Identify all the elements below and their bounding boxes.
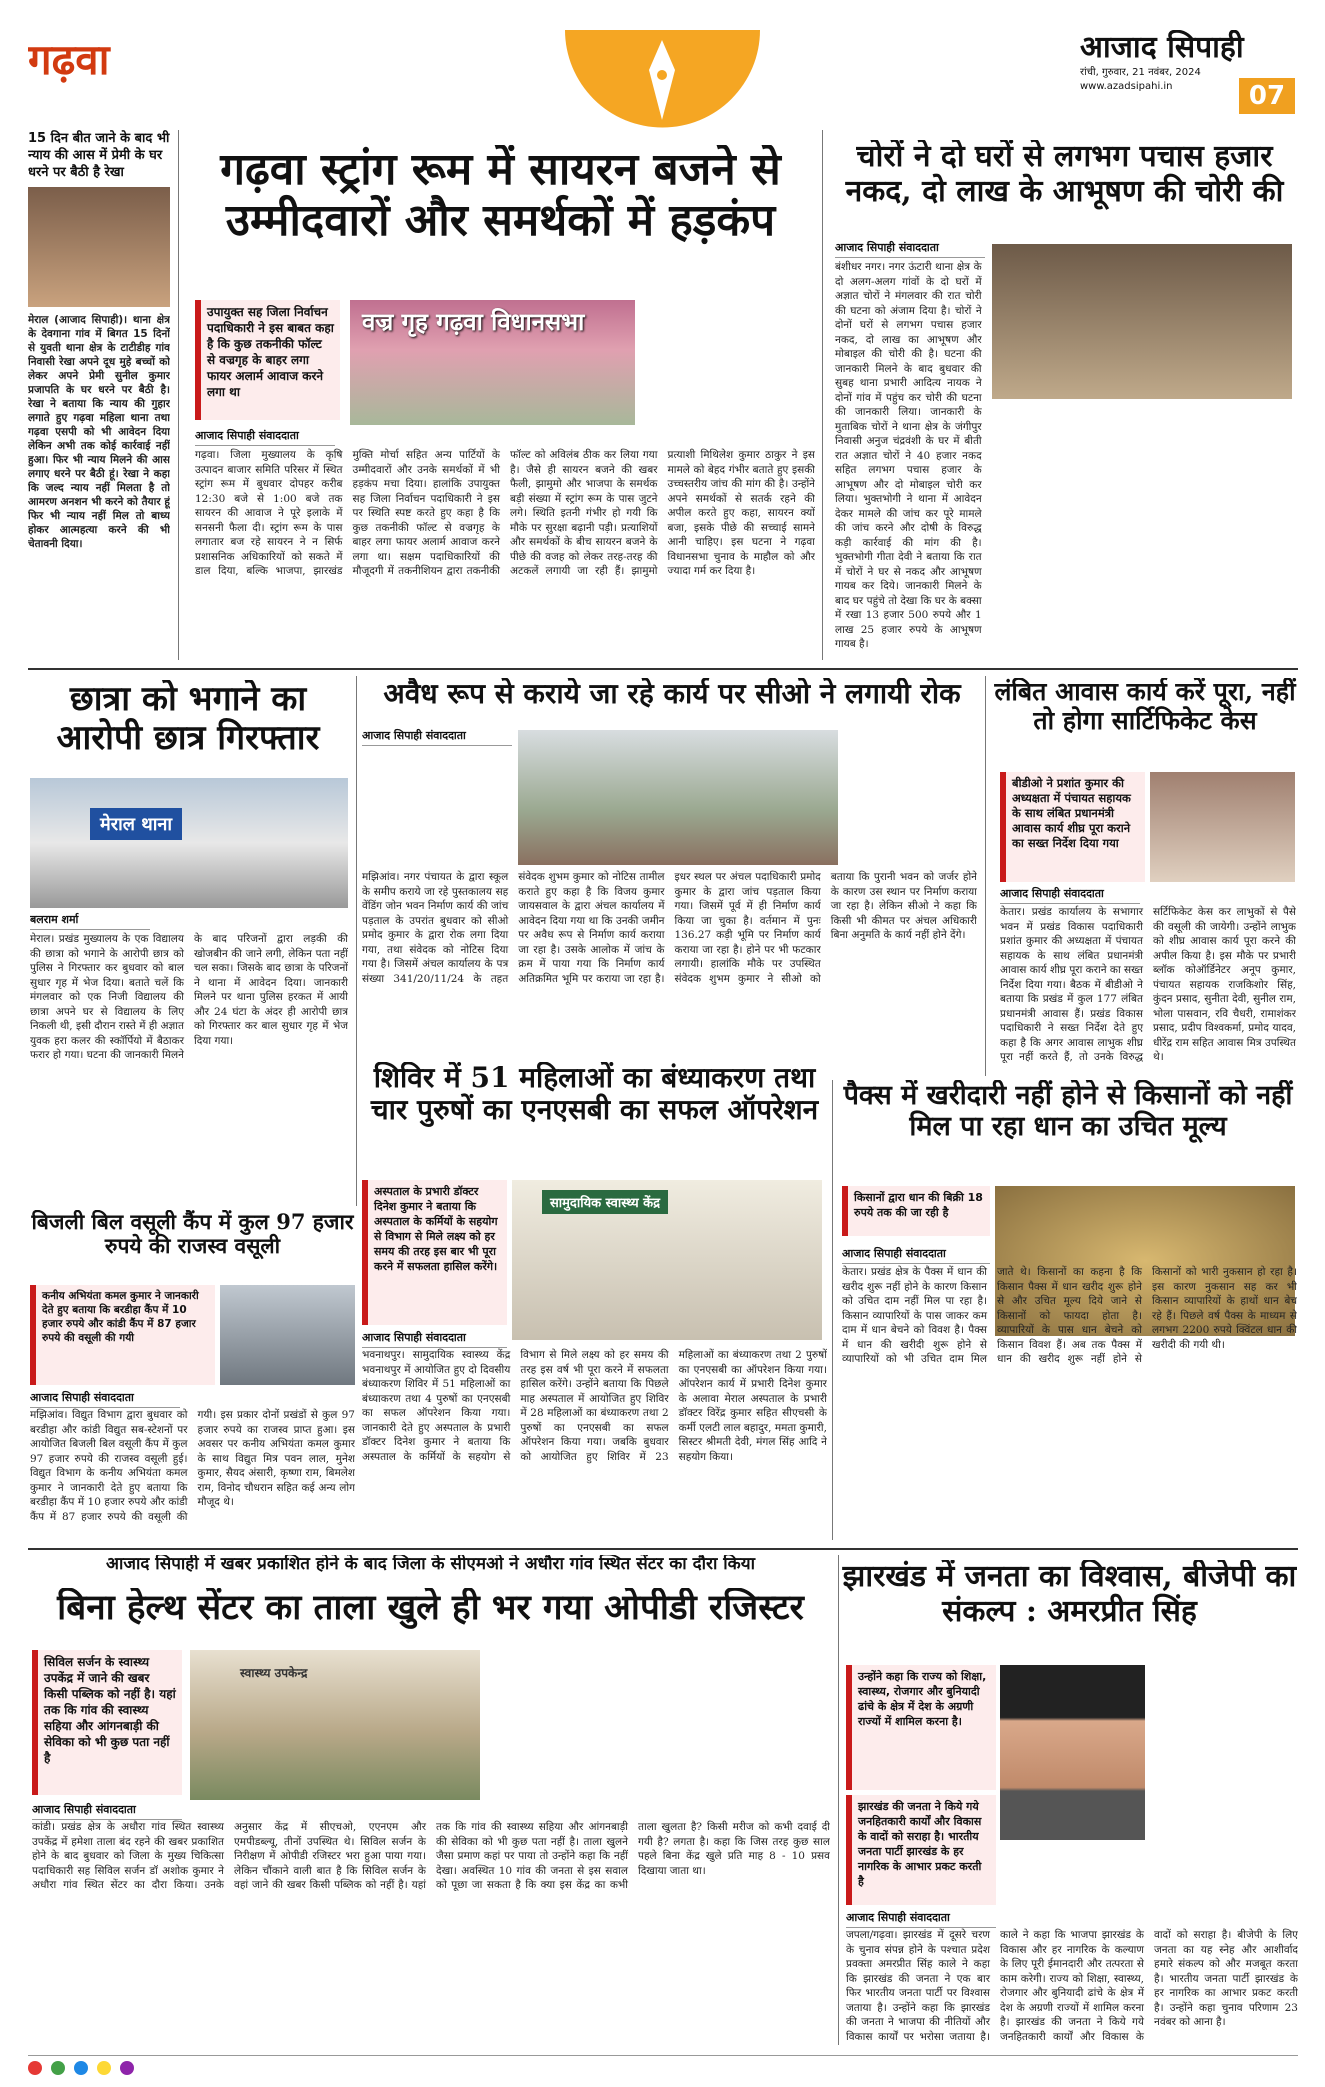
photo-sign-text: मेराल थाना (90, 808, 182, 840)
byline: आजाद सिपाही संवाददाता (362, 1330, 507, 1352)
divider (822, 130, 823, 660)
section-title: गढ़वा (28, 35, 110, 84)
byline: आजाद सिपाही संवाददाता (1000, 886, 1140, 908)
headline: लंबित आवास कार्य करें पूरा, नहीं तो होगा सार्टिफिकेट केस (994, 678, 1296, 735)
headline: शिविर में 51 महिलाओं का बंध्याकरण तथा चार पुरुषों का एनएसबी का सफल ऑपरेशन (370, 1062, 819, 1127)
color-dot (120, 2061, 134, 2075)
byline: आजाद सिपाही संवाददाता (835, 240, 985, 262)
section-rule (28, 668, 1298, 670)
story-body: कांडी। प्रखंड क्षेत्र के अधौरा गांव स्थित स्वास्थ्य उपकेंद्र में हमेशा ताला बंद रहने की खबर प्रकाशित होने के बाद बुधवार को जिला के मुख्य चिकित्सा पदाधिकारी सह सिविल सर्जन डॉ अशोक कुमार ने अधौरा गांव स्थित सेंटर का दौरा किया। उनके अनुसार केंद्र में सीएचओ, एएनएम और एमपीडब्ल्यू, तीनों उपस्थित थे। सिविल सर्जन के निरीक्षण में ओपीडी रजिस्टर भरा हुआ पाया गया। लेकिन चौंकाने वाली बात है कि सिविल सर्जन के वहां जाने की खबर किसी पब्लिक को नहीं है। यहां तक कि गांव की स्वास्थ्य सहिया और आंगनबाड़ी की सेविका को भी कुछ पता नहीं है। ताला खुलने जैसा प्रमाण कहां पर पाया तो उन्होंने कहा कि नहीं देखा। अवस्थित 10 गांव की जनता से इस सवाल को पूछा जा सकता है कि क्या इस केंद्र का कभी ताला खुलता है? किसी मरीज को कभी दवाई दी गयी है? लगता है। कहा कि जिस तरह कुछ साल पहले बिना केंद्र खुले प्रति माह 8 - 10 प्रसव दिखाया जाता था। (32, 1821, 830, 1891)
photo-police-station (30, 778, 348, 908)
edition-date: रांची, गुरुवार, 21 नवंबर, 2024 (1080, 67, 1201, 78)
pen-sun-logo (565, 30, 760, 130)
photo-sign-text: वज्र गृह गढ़वा विधानसभा (362, 307, 585, 336)
print-color-bar (28, 2055, 1298, 2075)
page-number: 07 (1239, 78, 1295, 114)
photo-health-subcentre (190, 1650, 480, 1800)
pull-quote: उपायुक्त सह जिला निर्वाचन पदाधिकारी ने इस बाबत कहा है कि कुछ तकनीकी फॉल्ट से वज्रगृह के बाहर लगा फायर अलार्म आवाज करने लगा था (195, 300, 340, 420)
photo-woman-protest (28, 187, 170, 307)
color-dot (74, 2061, 88, 2075)
byline: आजाद सिपाही संवाददाता (362, 728, 512, 750)
section-rule (28, 1548, 1298, 1550)
headline: झारखंड में जनता का विश्वास, बीजेपी का संकल्प : अमरप्रीत सिंह (842, 1560, 1297, 1629)
divider (356, 676, 357, 1206)
photo-health-centre (512, 1180, 822, 1340)
story-body: मझिआंव। नगर पंचायत के द्वारा स्कूल के समीप कराये जा रहे पुस्तकालय सह वेंडिंग जोन भवन निर्माण कार्य की जांच पड़ताल के उपरांत बुधवार को सीओ प्रमोद कुमार के द्वारा रोक लगा दिया गया, तथा संवेदक को नोटिस दिया गया है। जिसमें अंचल कार्यालय के पत्र संख्या 341/20/11/24 के तहत संवेदक शुभम कुमार को नोटिस तामील कराते हुए कहा है कि विजय कुमार जायसवाल के द्वारा अंचल कार्यालय में आवेदन दिया गया था कि उनकी जमीन पर अवैध रूप से निर्माण कार्य कराया जा रहा है। उसके आलोक में जांच के क्रम में पाया गया कि निर्माण कार्य अतिक्रमित भूमि पर कराया जा रहा है। इधर स्थल पर अंचल पदाधिकारी प्रमोद कुमार के द्वारा जांच पड़ताल किया गया। जिसमें पूर्व में ही निर्माण कार्य किया जा चुका है। वर्तमान में पुनः 136.27 कड़ी भूमि पर निर्माण कार्य कराया जा रहा है। होने पर भी फटकार लगायी। हालांकि मौके पर उपस्थित संवेदक शुभम कुमार ने सीओ को बताया कि पुरानी भवन को जर्जर होने के कारण उस स्थान पर निर्माण कराया जा रहा है। लेकिन सीओ ने कहा कि किसी भी कीमत पर अंचल अधिकारी बिना अनुमति के कार्य नहीं होने देंगे। (362, 871, 977, 985)
pull-quote-1: उन्होंने कहा कि राज्य को शिक्षा, स्वास्थ्य, रोजगार और बुनियादी ढांचे के क्षेत्र में देश के अग्रणी राज्यों में शामिल करना है। (846, 1665, 996, 1790)
story-body: मेराल (आजाद सिपाही)। थाना क्षेत्र के देवगाना गांव में बिगत 15 दिनों से युवती थाना क्षेत्र के टाटीडीह गांव निवासी रेखा अपने दूध मुहे बच्चों को लेकर अपने प्रेमी सुनील कुमार प्रजापति के घर धरने पर बैठी है। रेखा ने बताया कि न्याय की गुहार लगाते हुए गढ़वा महिला थाना तथा गढ़वा एसपी को भी आवेदन दिया लेकिन अभी तक कोई कार्रवाई नहीं हुआ। फिर भी न्याय मिलने की आस लगाए धरने पर बैठी हूं। रेखा ने कहा कि जल्द न्याय नहीं मिलता है तो आमरण अनशन भी करने को तैयार हूं फिर भी न्याय नहीं मिल तो बाध्य होकर आत्महत्या करने की भी चेतावनी दिया। (28, 314, 170, 550)
byline: आजाद सिपाही संवाददाता (195, 428, 335, 450)
photo-sign-text: सामुदायिक स्वास्थ्य केंद्र (542, 1190, 668, 1214)
headline: अवैध रूप से कराये जा रहे कार्य पर सीओ ने लगायी रोक (383, 678, 961, 710)
photo-electricity-camp (220, 1285, 355, 1385)
headline: पैक्स में खरीदारी नहीं होने से किसानों को नहीं मिल पा रहा धान का उचित मूल्य (843, 1080, 1293, 1143)
headline: बिना हेल्थ सेंटर का ताला खुले ही भर गया ओपीडी रजिस्टर (57, 1588, 804, 1628)
story-body: मझिआंव। विद्युत विभाग द्वारा बुधवार को बरडीहा और कांडी विद्युत सब-स्टेशनों पर आयोजित बिजली बिल वसूली कैंप में कुल 97 हजार रुपये की राजस्व वसूली हुई। विद्युत विभाग के कनीय अभियंता कमल कुमार ने जानकारी देते हुए बताया कि बरडीहा कैंप में 10 हजार रुपये और कांडी कैंप में 87 हजार रुपये की वसूली की गयी। इस प्रकार दोनों प्रखंडों से कुल 97 हजार रुपये का राजस्व प्राप्त हुआ। इस अवसर पर कनीय अभियंता कमल कुमार के साथ विद्युत मित्र पवन लाल, मुनेश कुमार, सैयद अंसारी, कृष्णा राम, बिमलेश राम, विनोद चौधरान सहित कई अन्य लोग मौजूद थे। (30, 1409, 355, 1523)
divider (178, 130, 179, 660)
headline: बिजली बिल वसूली कैंप में कुल 97 हजार रुपये की राजस्व वसूली (31, 1210, 354, 1259)
byline: आजाद सिपाही संवाददाता (842, 1246, 990, 1268)
divider (985, 676, 986, 1076)
pull-quote: अस्पताल के प्रभारी डॉक्टर दिनेश कुमार ने बताया कि अस्पताल के कर्मियों के सहयोग से विभाग से मिले लक्ष्य को हर समय की तरह इस बार भी पूरा करने में सफलता हासिल करेंगे। (362, 1180, 507, 1325)
pull-quote-2: झारखंड की जनता ने किये गये जनहितकारी कार्यों और विकास के वादों को सराहा है। भारतीय जनता पार्टी झारखंड के हर नागरिक के आभार प्रकट करती है (846, 1795, 996, 1905)
headline: छात्रा को भगाने का आरोपी छात्र गिरफ्तार (56, 680, 320, 759)
color-dot (51, 2061, 65, 2075)
pull-quote: किसानों द्वारा धान की बिक्री 18 रुपये तक की जा रही है (842, 1186, 990, 1236)
story-body: केतार। प्रखंड क्षेत्र के पैक्स में धान की खरीद शुरू नहीं होने के कारण किसान को उचित दाम नहीं मिल पा रहा है। किसान व्यापारियों के पास जाकर कम दाम में धान बेचने को विवश है। पैक्स में धान की खरीदी शुरू होने से व्यापारियों को भी उचित दाम मिल जाते थे। किसानों का कहना है कि किसान पैक्स में धान खरीद शुरू होने से और उचित मूल्य दिये जाने से किसानों को फायदा होता है। व्यापारियों के पास धान बेचने को किसान विवश हैं। अब तक पैक्स में धान की खरीद शुरू नहीं होने से किसानों को भारी नुकसान हो रहा है। इस कारण नुकसान सह कर भी किसान व्यापारियों के हाथों धान बेच रहे हैं। पिछले वर्ष पैक्स के माध्यम से लगभग 2200 रुपये क्विंटल धान की खरीदी की गयी थी। (842, 1266, 1297, 1365)
byline: आजाद सिपाही संवाददाता (846, 1910, 996, 1932)
story-sidebar (28, 130, 170, 660)
photo-sign-text: स्वास्थ्य उपकेन्द्र (240, 1666, 308, 1680)
headline: चोरों ने दो घरों से लगभग पचास हजार नकद, दो लाख के आभूषण की चोरी की (845, 140, 1284, 209)
story-body: बंशीधर नगर। नगर ऊंटारी थाना क्षेत्र के दो अलग-अलग गांवों के दो घरों में अज्ञात चोरों ने मंगलवार की रात चोरी की घटना को अंजाम दिया है। चोरों ने दोनों घरों से लगभग पचास हजार नकद, दो लाख का आभूषण और मोबाइल की चोरी की है। घटना की जानकारी मिलने के बाद बुधवार की सुबह थाना प्रभारी आदित्य नायक ने दोनों गांव में पहुंच कर चोरी की घटना की जानकारी लिया। जानकारी के मुताबिक चोरों ने थाना क्षेत्र के जंगीपुर निवासी अनुज चंद्रवंशी के घर में बीती रात अज्ञात चोरों ने 40 हजार नकद सहित लगभग पचास हजार के आभूषण और दो मोबाइल चोरी कर लिया। भुक्तभोगी ने थाना में आवेदन देकर मामले की जांच कर पूरे मामले की जांच करने और दोषी के विरुद्ध कड़ी कार्रवाई की मांग की है। भुक्तभोगी गीता देवी ने बताया कि रात में चोरों ने घर से नकद और आभूषण गायब कर दिये। जानकारी मिलने के बाद घर पहुंचे तो देखा कि घर के बक्सा में रखा 13 हजार 500 रुपये और 1 लाख 25 हजार रुपये के आभूषण गायब है। (835, 261, 982, 650)
photo-amarpreet-singh (1000, 1665, 1145, 1840)
color-dot (28, 2061, 42, 2075)
byline: आजाद सिपाही संवाददाता (32, 1802, 182, 1824)
photo-meeting (1150, 772, 1295, 882)
pull-quote: सिविल सर्जन के स्वास्थ्य उपकेंद्र में जाने की खबर किसी पब्लिक को नहीं है। यहां तक कि गांव की स्वास्थ्य सहिया और आंगनबाड़ी की सेविका को भी कुछ पता नहीं है (32, 1650, 182, 1795)
divider (832, 1080, 833, 1540)
byline: आजाद सिपाही संवाददाता (30, 1390, 180, 1412)
masthead (1080, 30, 1295, 120)
story-body: भवनाथपुर। सामुदायिक स्वास्थ्य केंद्र भवनाथपुर में आयोजित हुए दो दिवसीय बंध्याकरण शिविर में 51 महिलाओं का बंध्याकरण तथा 4 पुरुषों का एनएसबी का सफल ऑपरेशन किया गया। जानकारी देते हुए अस्पताल के प्रभारी डॉक्टर दिनेश कुमार ने बताया कि अस्पताल के कर्मियों के सहयोग से विभाग से मिले लक्ष्य को हर समय की तरह इस वर्ष भी पूरा करने में सफलता हासिल करेंगे। उन्होंने बताया कि पिछले माह अस्पताल में आयोजित हुए शिविर में 28 महिलाओं का बंध्याकरण तथा 2 पुरुषों का एनएसबी का सफल ऑपरेशन किया गया। जबकि बुधवार को आयोजित हुए शिविर में 23 महिलाओं का बंध्याकरण तथा 2 पुरुषों का एनएसबी का ऑपरेशन किया गया। ऑपरेशन कार्य में प्रभारी दिनेश कुमार के अलावा मेराल अस्पताल के प्रभारी डॉक्टर विरेंद्र कुमार सहित सीएचसी के कर्मी एलटी लाल बहादुर, ममता कुमारी, सिस्टर श्रीमती देवी, मंगल सिंह आदि ने सहयोग किया। (362, 1349, 827, 1463)
story-body: गढ़वा। जिला मुख्यालय के कृषि उत्पादन बाजार समिति परिसर में स्थित स्ट्रांग रूम में बुधवार दोपहर करीब 12:30 बजे से 1:00 बजे तक सायरन की आवाज ने पूरे इलाके में सनसनी फैला दी। स्ट्रांग रूम के पास लगातार बज रहे सायरन ने न सिर्फ प्रशासनिक अधिकारियों को सकते में डाल दिया, बल्कि भाजपा, झारखंड मुक्ति मोर्चा सहित अन्य पार्टियों के उम्मीदवारों और उनके समर्थकों में भी हड़कंप मचा दिया। हालांकि उपायुक्त सह जिला निर्वाचन पदाधिकारी ने इस पर स्थिति स्पष्ट करते हुए कहा है कि कुछ तकनीकी फॉल्ट से वज्रगृह के बाहर लगा फायर अलार्म आवाज करने लगा था। सक्षम पदाधिकारियों की मौजूदगी में तकनीशियन द्वारा तकनीकी फॉल्ट को अविलंब ठीक कर लिया गया है। जैसे ही सायरन बजने की खबर फैली, झामुमो और भाजपा के समर्थक बड़ी संख्या में स्ट्रांग रूम के पास जुटने लगे। स्थिति इतनी गंभीर हो गयी कि मौके पर सुरक्षा बढ़ानी पड़ी। प्रत्याशियों और समर्थकों के बीच सायरन बजने के पीछे की वजह को लेकर तरह-तरह की अटकलें लगायी जा रही हैं। झामुमो प्रत्याशी मिथिलेश कुमार ठाकुर ने इस मामले को बेहद गंभीर बताते हुए इसकी उच्चस्तरीय जांच की मांग की है। उन्होंने अपने समर्थकों से सतर्क रहने की अपील करते हुए कहा, सायरन क्यों बजा, इसके पीछे की सच्चाई सामने आनी चाहिए। इस घटना ने गढ़वा विधानसभा चुनाव के माहौल को और ज्यादा गर्म कर दिया है। (195, 449, 815, 577)
story-body: मेराल। प्रखंड मुख्यालय के एक विद्यालय की छात्रा को भगाने के आरोपी छात्र को पुलिस ने गिरफ्तार कर बुधवार को बाल सुधार गृह में भेज दिया। बताते चलें कि मंगलवार को एक निजी विद्यालय की छात्रा अपने घर से विद्यालय के लिए निकली थी, इसी दौरान रास्ते में ही अज्ञात युवक हरा कलर की स्कॉर्पियो में बैठाकर फरार हो गया। घटना की जानकारी मिलने के बाद परिजनों द्वारा लड़की की खोजबीन की जाने लगी, लेकिन पता नहीं चल सका। जिसके बाद छात्रा के परिजनों ने थाना में आवेदन दिया। जानकारी मिलने पर थाना पुलिस हरकत में आयी और 24 घंटा के अंदर ही आरोपी छात्र को गिरफ्तार कर बाल सुधार गृह में भेज दिया गया। (30, 933, 348, 1061)
color-dot (97, 2061, 111, 2075)
newspaper-title: आजाद सिपाही (1080, 30, 1244, 65)
photo-strong-room (350, 300, 635, 425)
pull-quote: बीडीओ ने प्रशांत कुमार की अध्यक्षता में पंचायत सहायक के साथ लंबित प्रधानमंत्री आवास कार्य शीघ्र पूरा कराने का सख्त निर्देश दिया गया (1000, 772, 1145, 882)
story-body: जपला/गढ़वा। झारखंड में दूसरे चरण के चुनाव संपन्न होने के पश्चात प्रदेश प्रवक्ता अमरप्रीत सिंह काले ने कहा कि झारखंड की जनता ने एक बार फिर भारतीय जनता पार्टी पर विश्वास जताया है। उन्होंने कहा कि झारखंड की जनता ने भाजपा की नीतियों और विकास कार्यों पर भरोसा जताया है। काले ने कहा कि भाजपा झारखंड के विकास और हर नागरिक के कल्याण के लिए पूरी ईमानदारी और तत्परता से काम करेगी। राज्य को शिक्षा, स्वास्थ्य, रोजगार और बुनियादी ढांचे के क्षेत्र में देश के अग्रणी राज्यों में शामिल करना है। झारखंड की जनता ने किये गये जनहितकारी कार्यों और विकास के वादों को सराहा है। बीजेपी के लिए जनता का यह स्नेह और आशीर्वाद हमारे संकल्प को और मजबूत करता है। भारतीय जनता पार्टी झारखंड के हर नागरिक का आभार प्रकट करती है। उन्होंने कहा चुनाव परिणाम 23 नवंबर को आना है। (846, 1929, 1298, 2043)
headline: 15 दिन बीत जाने के बाद भी न्याय की आस में प्रेमी के घर धरने पर बैठी है रेखा (28, 131, 170, 180)
kicker: आजाद सिपाही में खबर प्रकाशित होने के बाद जिला के सीएमओ ने अधौरा गांव स्थित सेंटर का दौरा किया (105, 1555, 756, 1574)
story-body: केतार। प्रखंड कार्यालय के सभागार भवन में प्रखंड विकास पदाधिकारी प्रशांत कुमार की अध्यक्षता में पंचायत सहायक के साथ लंबित प्रधानमंत्री आवास कार्य शीघ्र पूरा कराने का सख्त निर्देश दिया गया। बैठक में बीडीओ ने बताया कि प्रखंड में कुल 177 लंबित प्रधानमंत्री आवास हैं। प्रखंड विकास पदाधिकारी ने सख्त निर्देश देते हुए कहा है कि अगर आवास लाभुक शीघ्र पूरा नहीं करते हैं, तो उनके विरुद्ध सर्टिफिकेट केस कर लाभुकों से पैसे की वसूली की जायेगी। उन्होंने लाभुक को शीघ्र आवास कार्य पूरा करने की अपील किया है। इस मौके पर प्रभारी ब्लॉक कोऑर्डिनेटर अनूप कुमार, पंचायत सहायक राजकिशोर सिंह, कुंदन प्रसाद, सुनीता देवी, सुनील राम, भोला पासवान, रवि चैधरी, रामाशंकर प्रसाद, प्रदीप विश्वकर्मा, प्रमोद यादव, धीरेंद्र राम सहित आवास मित्र उपस्थित थे। (1000, 906, 1296, 1063)
divider (838, 1555, 839, 2045)
headline: गढ़वा स्ट्रांग रूम में सायरन बजने से उम्मीदवारों और समर्थकों में हड़कंप (220, 145, 781, 246)
byline: बलराम शर्मा (30, 912, 150, 934)
photo-site-inspection (518, 730, 838, 865)
website-link[interactable]: www.azadsipahi.in (1080, 81, 1173, 92)
pull-quote: कनीय अभियंता कमल कुमार ने जानकारी देते हुए बताया कि बरडीहा कैंप में 10 हजार रुपये और कांडी कैंप में 87 हजार रुपये की वसूली की गयी (30, 1285, 215, 1385)
